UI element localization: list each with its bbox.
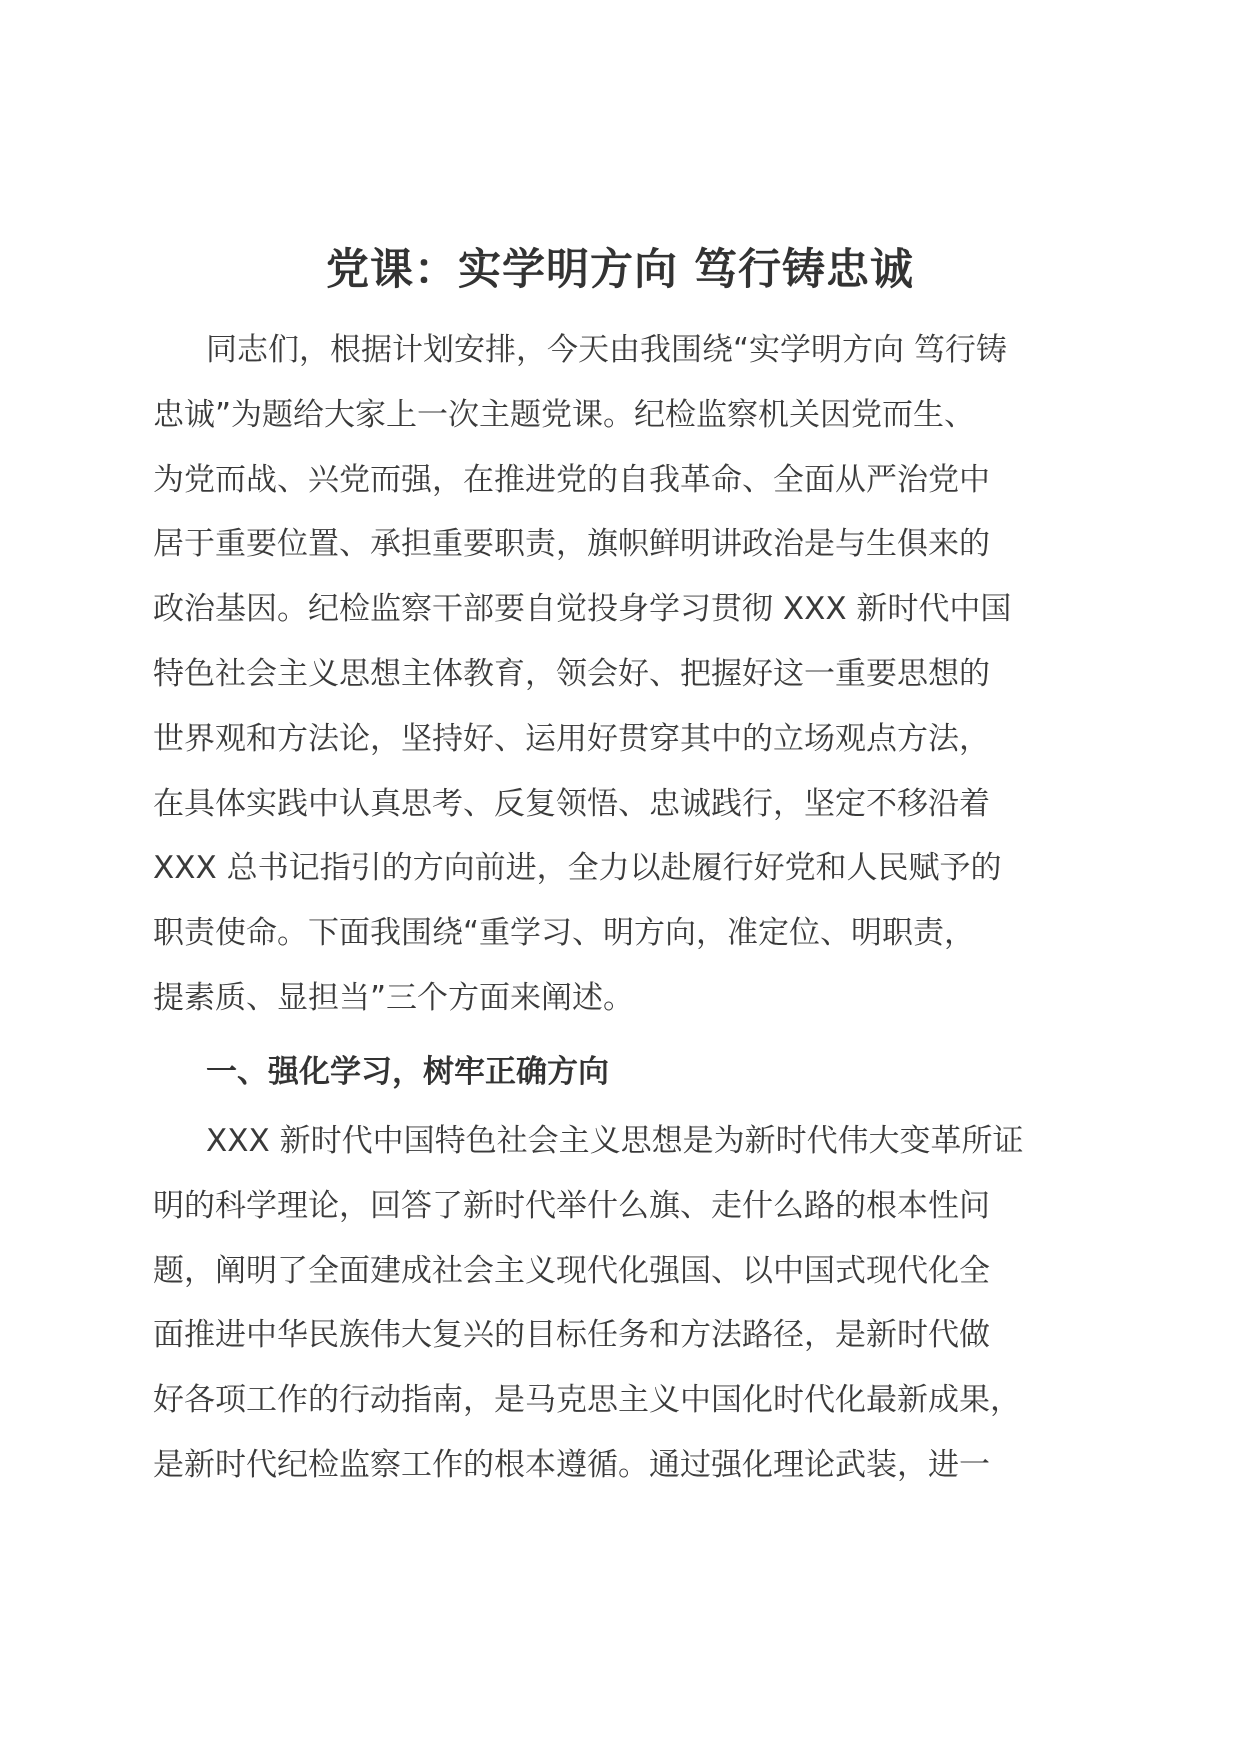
paragraph-line: 明的科学理论，回答了新时代举什么旗、走什么路的根本性问 <box>153 1187 990 1224</box>
paragraph-line: 职责使命。下面我围绕“重学习、明方向，准定位、明职责， <box>153 915 976 952</box>
paragraph-line: XXX 新时代中国特色社会主义思想是为新时代伟大变革所证 <box>206 1123 1024 1159</box>
paragraph-line: 题，阐明了全面建成社会主义现代化强国、以中国式现代化全 <box>153 1252 990 1289</box>
document-title: 党课：实学明方向 笃行铸忠诚 <box>326 245 914 295</box>
paragraph-section1 <box>153 1109 1083 1498</box>
paragraph-line: 居于重要位置、承担重要职责，旗帜鲜明讲政治是与生俱来的 <box>153 526 990 563</box>
paragraph-line: 好各项工作的行动指南，是马克思主义中国化时代化最新成果， <box>153 1382 1021 1419</box>
paragraph-line: 同志们，根据计划安排，今天由我围绕“实学明方向 笃行铸 <box>206 332 1007 368</box>
paragraph-line: 忠诚”为题给大家上一次主题党课。纪检监察机关因党而生、 <box>153 396 976 433</box>
paragraph-line: 在具体实践中认真思考、反复领悟、忠诚践行，坚定不移沿着 <box>153 785 990 822</box>
paragraph-intro <box>153 318 1083 1031</box>
paragraph-line: XXX 总书记指引的方向前进，全力以赴履行好党和人民赋予的 <box>153 850 1002 887</box>
paragraph-line: 特色社会主义思想主体教育，领会好、把握好这一重要思想的 <box>153 655 990 692</box>
paragraph-line: 为党而战、兴党而强，在推进党的自我革命、全面从严治党中 <box>153 461 990 498</box>
paragraph-line: 是新时代纪检监察工作的根本遵循。通过强化理论武装，进一 <box>153 1446 990 1483</box>
paragraph-line: 世界观和方法论，坚持好、运用好贯穿其中的立场观点方法， <box>153 720 990 757</box>
section-heading-text: 一、强化学习，树牢正确方向 <box>206 1054 609 1090</box>
paragraph-line: 提素质、显担当”三个方面来阐述。 <box>153 979 635 1016</box>
section-heading <box>153 1040 1083 1105</box>
paragraph-line: 面推进中华民族伟大复兴的目标任务和方法路径，是新时代做 <box>153 1317 990 1354</box>
paragraph-line: 政治基因。纪检监察干部要自觉投身学习贯彻 XXX 新时代中国 <box>153 591 1012 628</box>
